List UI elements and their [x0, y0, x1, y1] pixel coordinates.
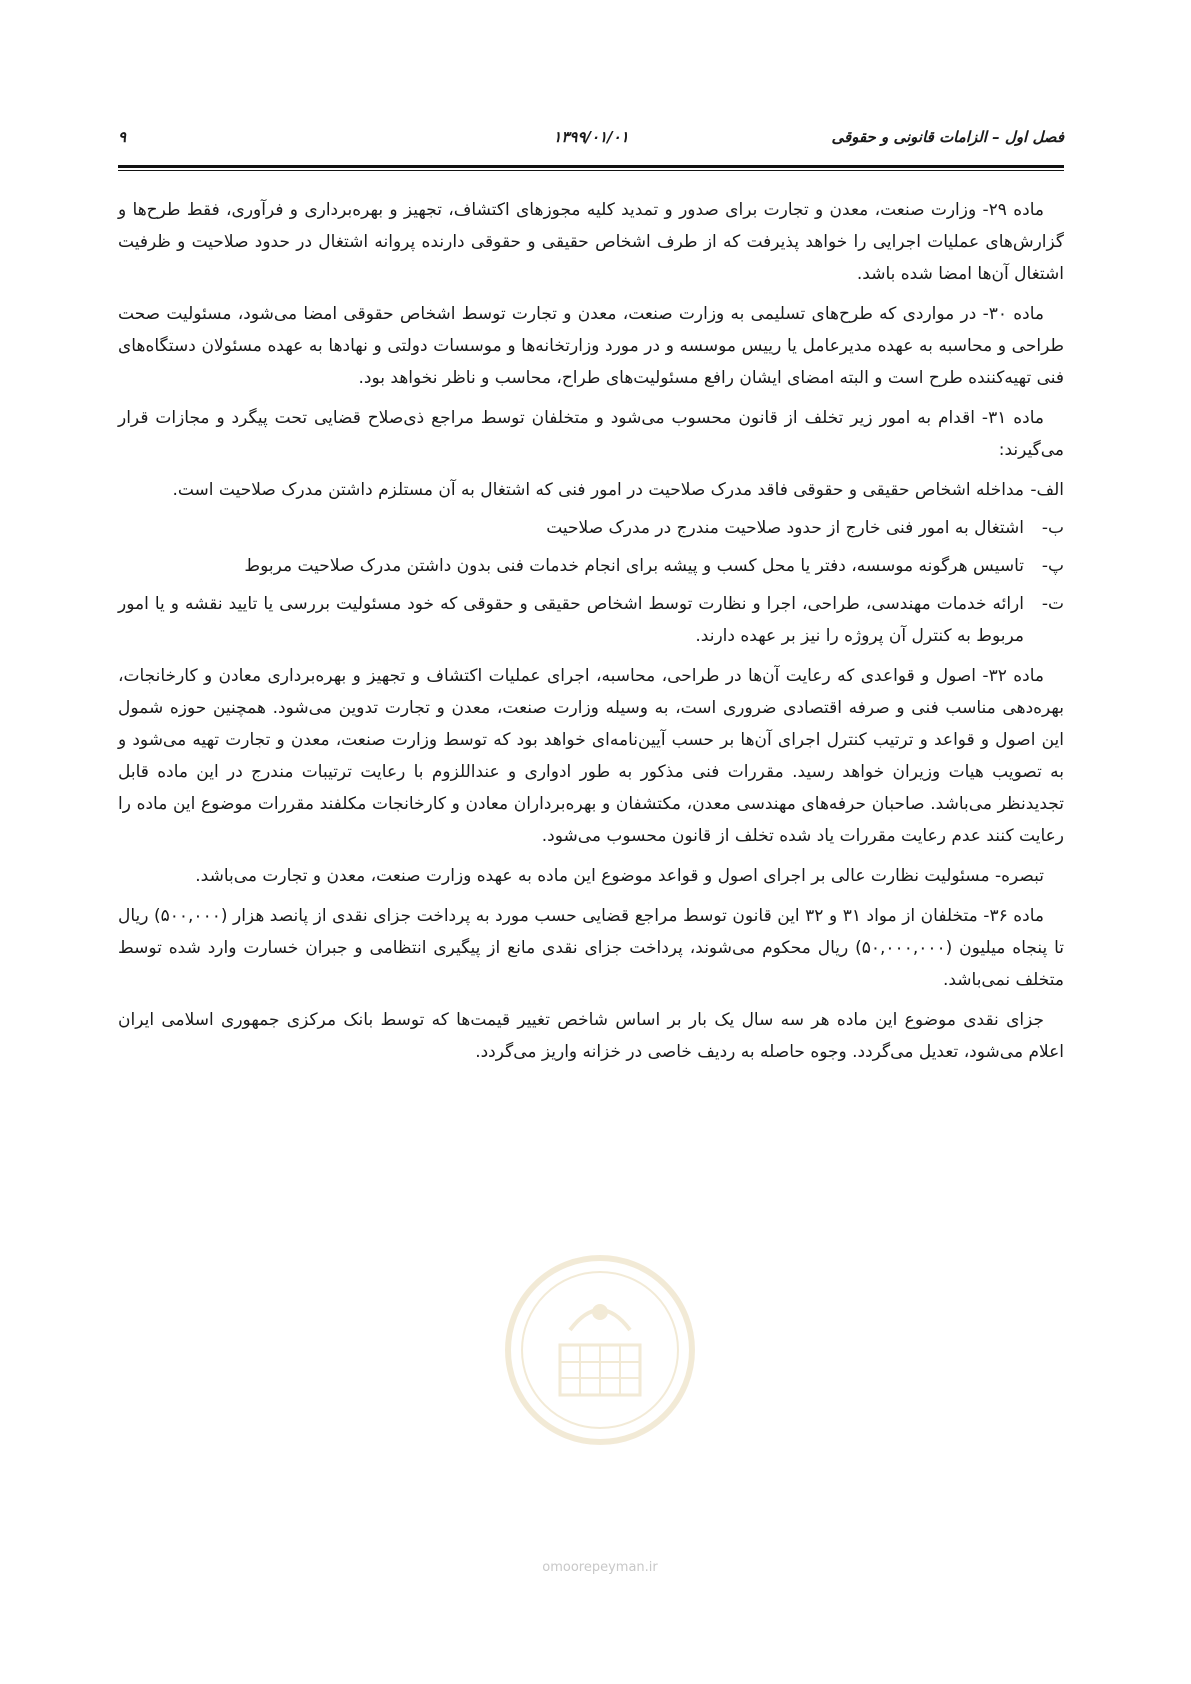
article-29: ماده ۲۹- وزارت صنعت، معدن و تجارت برای صدور و تمدید کلیه مجوزهای اکتشاف، تجهیز و بهره‌برداری و فرآوری، فقط طرح‌ها و گزارش‌های عملیات اجرایی را خواهد پذیرفت که از طرف اشخاص حقیقی و حقوقی دارنده پروانه اشتغال در حدود صلاحیت و ظرفیت اشتغال آن‌ها امضا شده باشد. [118, 200, 1064, 284]
list-item-text: اشتغال به امور فنی خارج از حدود صلاحیت مندرج در مدرک صلاحیت [546, 518, 1024, 538]
chapter-title: فصل اول – الزامات قانونی و حقوقی [831, 128, 1064, 146]
body-text [118, 194, 1064, 1076]
list-item-text: ارائه خدمات مهندسی، طراحی، اجرا و نظارت توسط اشخاص حقیقی و حقوقی که خود مسئولیت بررسی یا تایید نقشه و یا امور مربوط به کنترل آن پروژه را نیز بر عهده دارند. [118, 594, 1024, 646]
article-36: ماده ۳۶- متخلفان از مواد ۳۱ و ۳۲ این قانون توسط مراجع قضایی حسب مورد به پرداخت جزای نقدی از پانصد هزار (۵۰۰,۰۰۰) ریال تا پنجاه میلیون (۵۰,۰۰۰,۰۰۰) ریال محکوم می‌شوند، پرداخت جزای نقدی مانع از پیگیری انتظامی و جبران خسارت وارد شده توسط متخلف نمی‌باشد. [118, 906, 1064, 990]
header-rule-thin [118, 170, 1064, 171]
page-number: ۹ [118, 128, 127, 146]
header-rule-thick [118, 165, 1064, 168]
watermark-seal-icon [500, 1250, 700, 1450]
header-date: ۱۳۹۹/۰۱/۰۱ [553, 128, 629, 146]
page-header [118, 128, 1064, 158]
list-item [118, 474, 1064, 506]
list-marker: ب- [1041, 518, 1064, 538]
list-marker: ت- [1041, 594, 1064, 614]
list-item [118, 512, 1064, 544]
list-marker: پ- [1041, 556, 1064, 576]
article-30: ماده ۳۰- در مواردی که طرح‌های تسلیمی به وزارت صنعت، معدن و تجارت توسط اشخاص حقوقی امضا می‌شود، مسئولیت صحت طراحی و محاسبه به عهده مدیرعامل یا رییس موسسه و در مورد وزارتخانه‌ها و موسسات دولتی و نهادها به عهده مسئولان دستگاه‌های فنی تهیه‌کننده طرح است و البته امضای ایشان رافع مسئولیت‌های طراح، محاسب و ناظر نخواهد بود. [118, 304, 1064, 388]
list-item-text: مداخله اشخاص حقیقی و حقوقی فاقد مدرک صلاحیت در امور فنی که اشتغال به آن مستلزم داشتن مدرک صلاحیت است. [172, 480, 1024, 500]
list-item [118, 550, 1064, 582]
article-31: ماده ۳۱- اقدام به امور زیر تخلف از قانون محسوب می‌شود و متخلفان توسط مراجع ذی‌صلاح قضایی تحت پیگرد و مجازات قرار می‌گیرند: [118, 408, 1064, 460]
fine-adjustment: جزای نقدی موضوع این ماده هر سه سال یک بار بر اساس شاخص تغییر قیمت‌ها که توسط بانک مرکزی جمهوری اسلامی ایران اعلام می‌شود، تعدیل می‌گردد. وجوه حاصله به ردیف خاصی در خزانه واریز می‌گردد. [118, 1010, 1064, 1062]
article-32-note: تبصره- مسئولیت نظارت عالی بر اجرای اصول و قواعد موضوع این ماده به عهده وزارت صنعت، معدن و تجارت می‌باشد. [195, 866, 1044, 886]
list-item [118, 588, 1064, 652]
list-marker: الف- [1030, 480, 1064, 500]
article-32: ماده ۳۲- اصول و قواعدی که رعایت آن‌ها در طراحی، محاسبه، اجرای عملیات اکتشاف و تجهیز و بهره‌برداری معادن و کارخانجات، بهره‌دهی مناسب فنی و صرفه اقتصادی ضروری است، به وسیله وزارت صنعت، معدن و تجارت تدوین می‌شود. همچنین حوزه شمول این اصول و قواعد و ترتیب کنترل اجرای آن‌ها بر حسب آیین‌نامه‌ای خواهد بود که توسط وزارت صنعت، معدن و تجارت تهیه می‌شود و به تصویب هیات وزیران خواهد رسید. مقررات فنی مذکور به طور ادواری و عنداللزوم با رعایت ترتیبات مندرج در این ماده قابل تجدیدنظر می‌باشد. صاحبان حرفه‌های مهندسی معدن، مکتشفان و بهره‌برداران معادن و کارخانجات مکلفند مقررات موضوع این ماده را رعایت کنند عدم رعایت مقررات یاد شده تخلف از قانون محسوب می‌شود. [118, 666, 1064, 846]
watermark-site: omoorepeyman.ir [542, 1560, 658, 1575]
article-31-list [118, 474, 1064, 652]
list-item-text: تاسیس هرگونه موسسه، دفتر یا محل کسب و پیشه برای انجام خدمات فنی بدون داشتن مدرک صلاحیت مربوط [244, 556, 1024, 576]
